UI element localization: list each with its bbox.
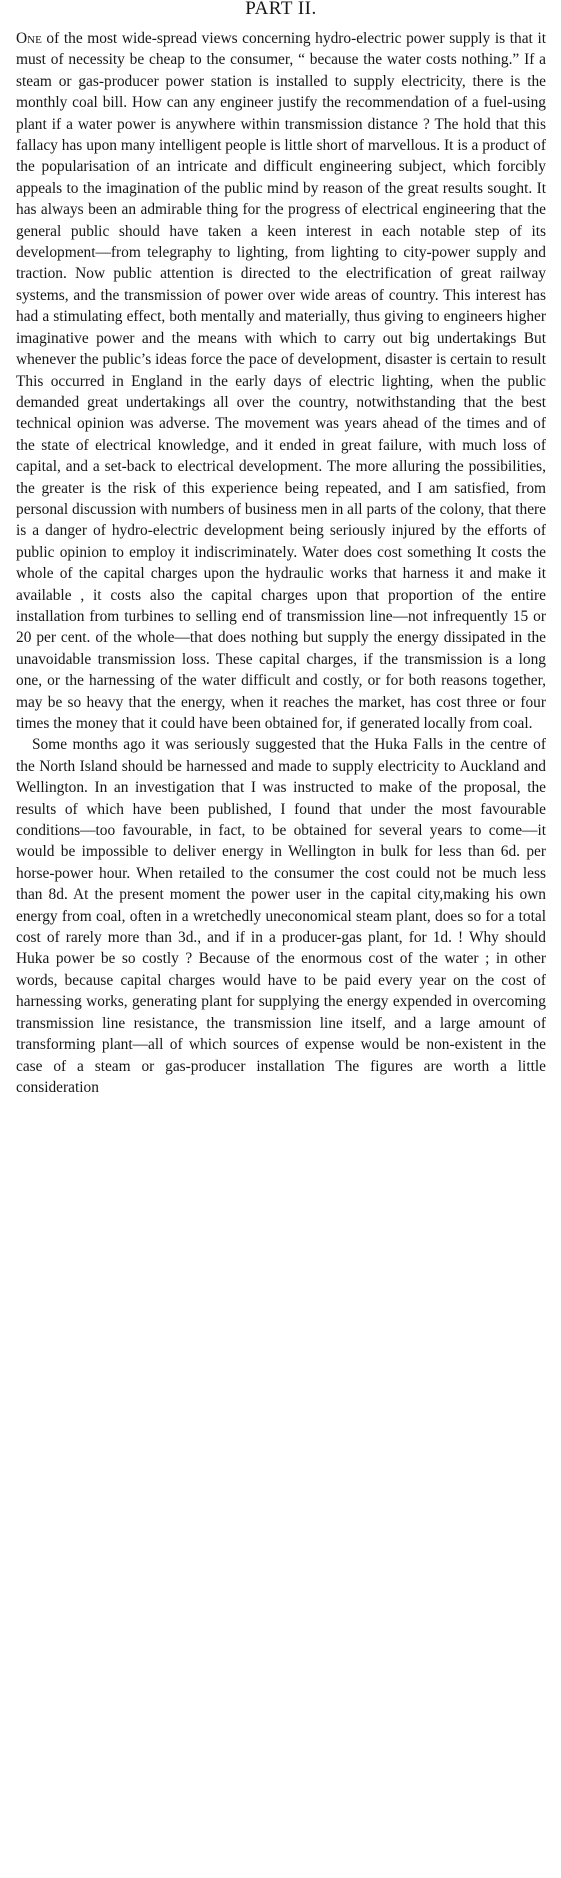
paragraph-2-text: Some months ago it was seriously suggested that the Huka Falls in the centre of the North Island should be harnessed and made to supply electricity to Auckland and Wellington. In an investigation that I was instructed to make of the proposal, the results of which have been published, I found that under the most favourable conditions—too favourable, in fact, to be obtained for several years to come—it would be impossible to deliver energy in Wellington in bulk for less than 6d. per horse-power hour. When retailed to the consumer the cost could not be much less than 8d. At the present moment the power user in the capital city,making his own energy from coal, often in a wretchedly uneconomical steam plant, does so for a total cost of rarely more than 3d., and if in a producer-gas plant, for 1d. ! Why should Huka power be so costly ? Because of the enormous cost of the water ; in other words, because capital charges would have to be paid every year on the cost of harnessing works, generating plant for supplying the energy expended in overcoming transmission line resistance, the transmission line itself, and a large amount of transforming plant—all of which sources of expense would be non-existent in the case of a steam or gas-producer installation The figures are worth a little consideration (16, 736, 546, 1096)
paragraph-1-lead: One (16, 30, 42, 47)
paragraph-1 (16, 28, 546, 734)
paragraph-1-text: of the most wide-spread views concerning hydro-electric power supply is that it must of necessity be cheap to the consumer, “ because the water costs nothing.” If a steam or gas-producer power station is installed to supply electricity, there is the monthly coal bill. How can any engineer justify the recommendation of a fuel-using plant if a water power is anywhere within transmission distance ? The hold that this fallacy has upon many intelligent people is little short of marvellous. It is a product of the popularisation of an intricate and difficult engineering subject, which forcibly appeals to the imagination of the public mind by reason of the great results sought. It has always been an admirable thing for the progress of electrical engineering that the general public should have taken a keen interest in each notable step of its development—from telegraphy to lighting, from lighting to city-power supply and traction. Now public attention is directed to the electrification of great railway systems, and the transmission of power over wide areas of country. This interest has had a stimulating effect, both mentally and materially, thus giving to engineers higher imaginative power and the means with which to carry out big undertakings But whenever the public’s ideas force the pace of development, disaster is certain to result This occurred in England in the early days of electric lighting, when the public demanded great undertakings all over the country, notwithstanding that the best technical opinion was adverse. The movement was years ahead of the times and of the state of electrical knowledge, and it ended in great failure, with much loss of capital, and a set-back to electrical development. The more alluring the possibilities, the greater is the risk of this experience being repeated, and I am satisfied, from personal discussion with numbers of business men in all parts of the colony, that there is a danger of hydro-electric development being seriously injured by the efforts of public opinion to employ it indiscriminately. Water does cost something It costs the whole of the capital charges upon the hydraulic works that harness it and make it available , it costs also the capital charges upon that proportion of the entire installation from turbines to selling end of transmission line—not infrequently 15 or 20 per cent. of the whole—that does nothing but supply the energy dissipated in the unavoidable transmission loss. These capital charges, if the transmission is a long one, or the harnessing of the water difficult and costly, or for both reasons together, may be so heavy that the energy, when it reaches the market, has cost three or four times the money that it could have been obtained for, if generated locally from coal. (16, 30, 546, 732)
document-page (16, 0, 546, 1098)
paragraph-2 (16, 734, 546, 1098)
section-heading: PART II. (245, 0, 317, 19)
